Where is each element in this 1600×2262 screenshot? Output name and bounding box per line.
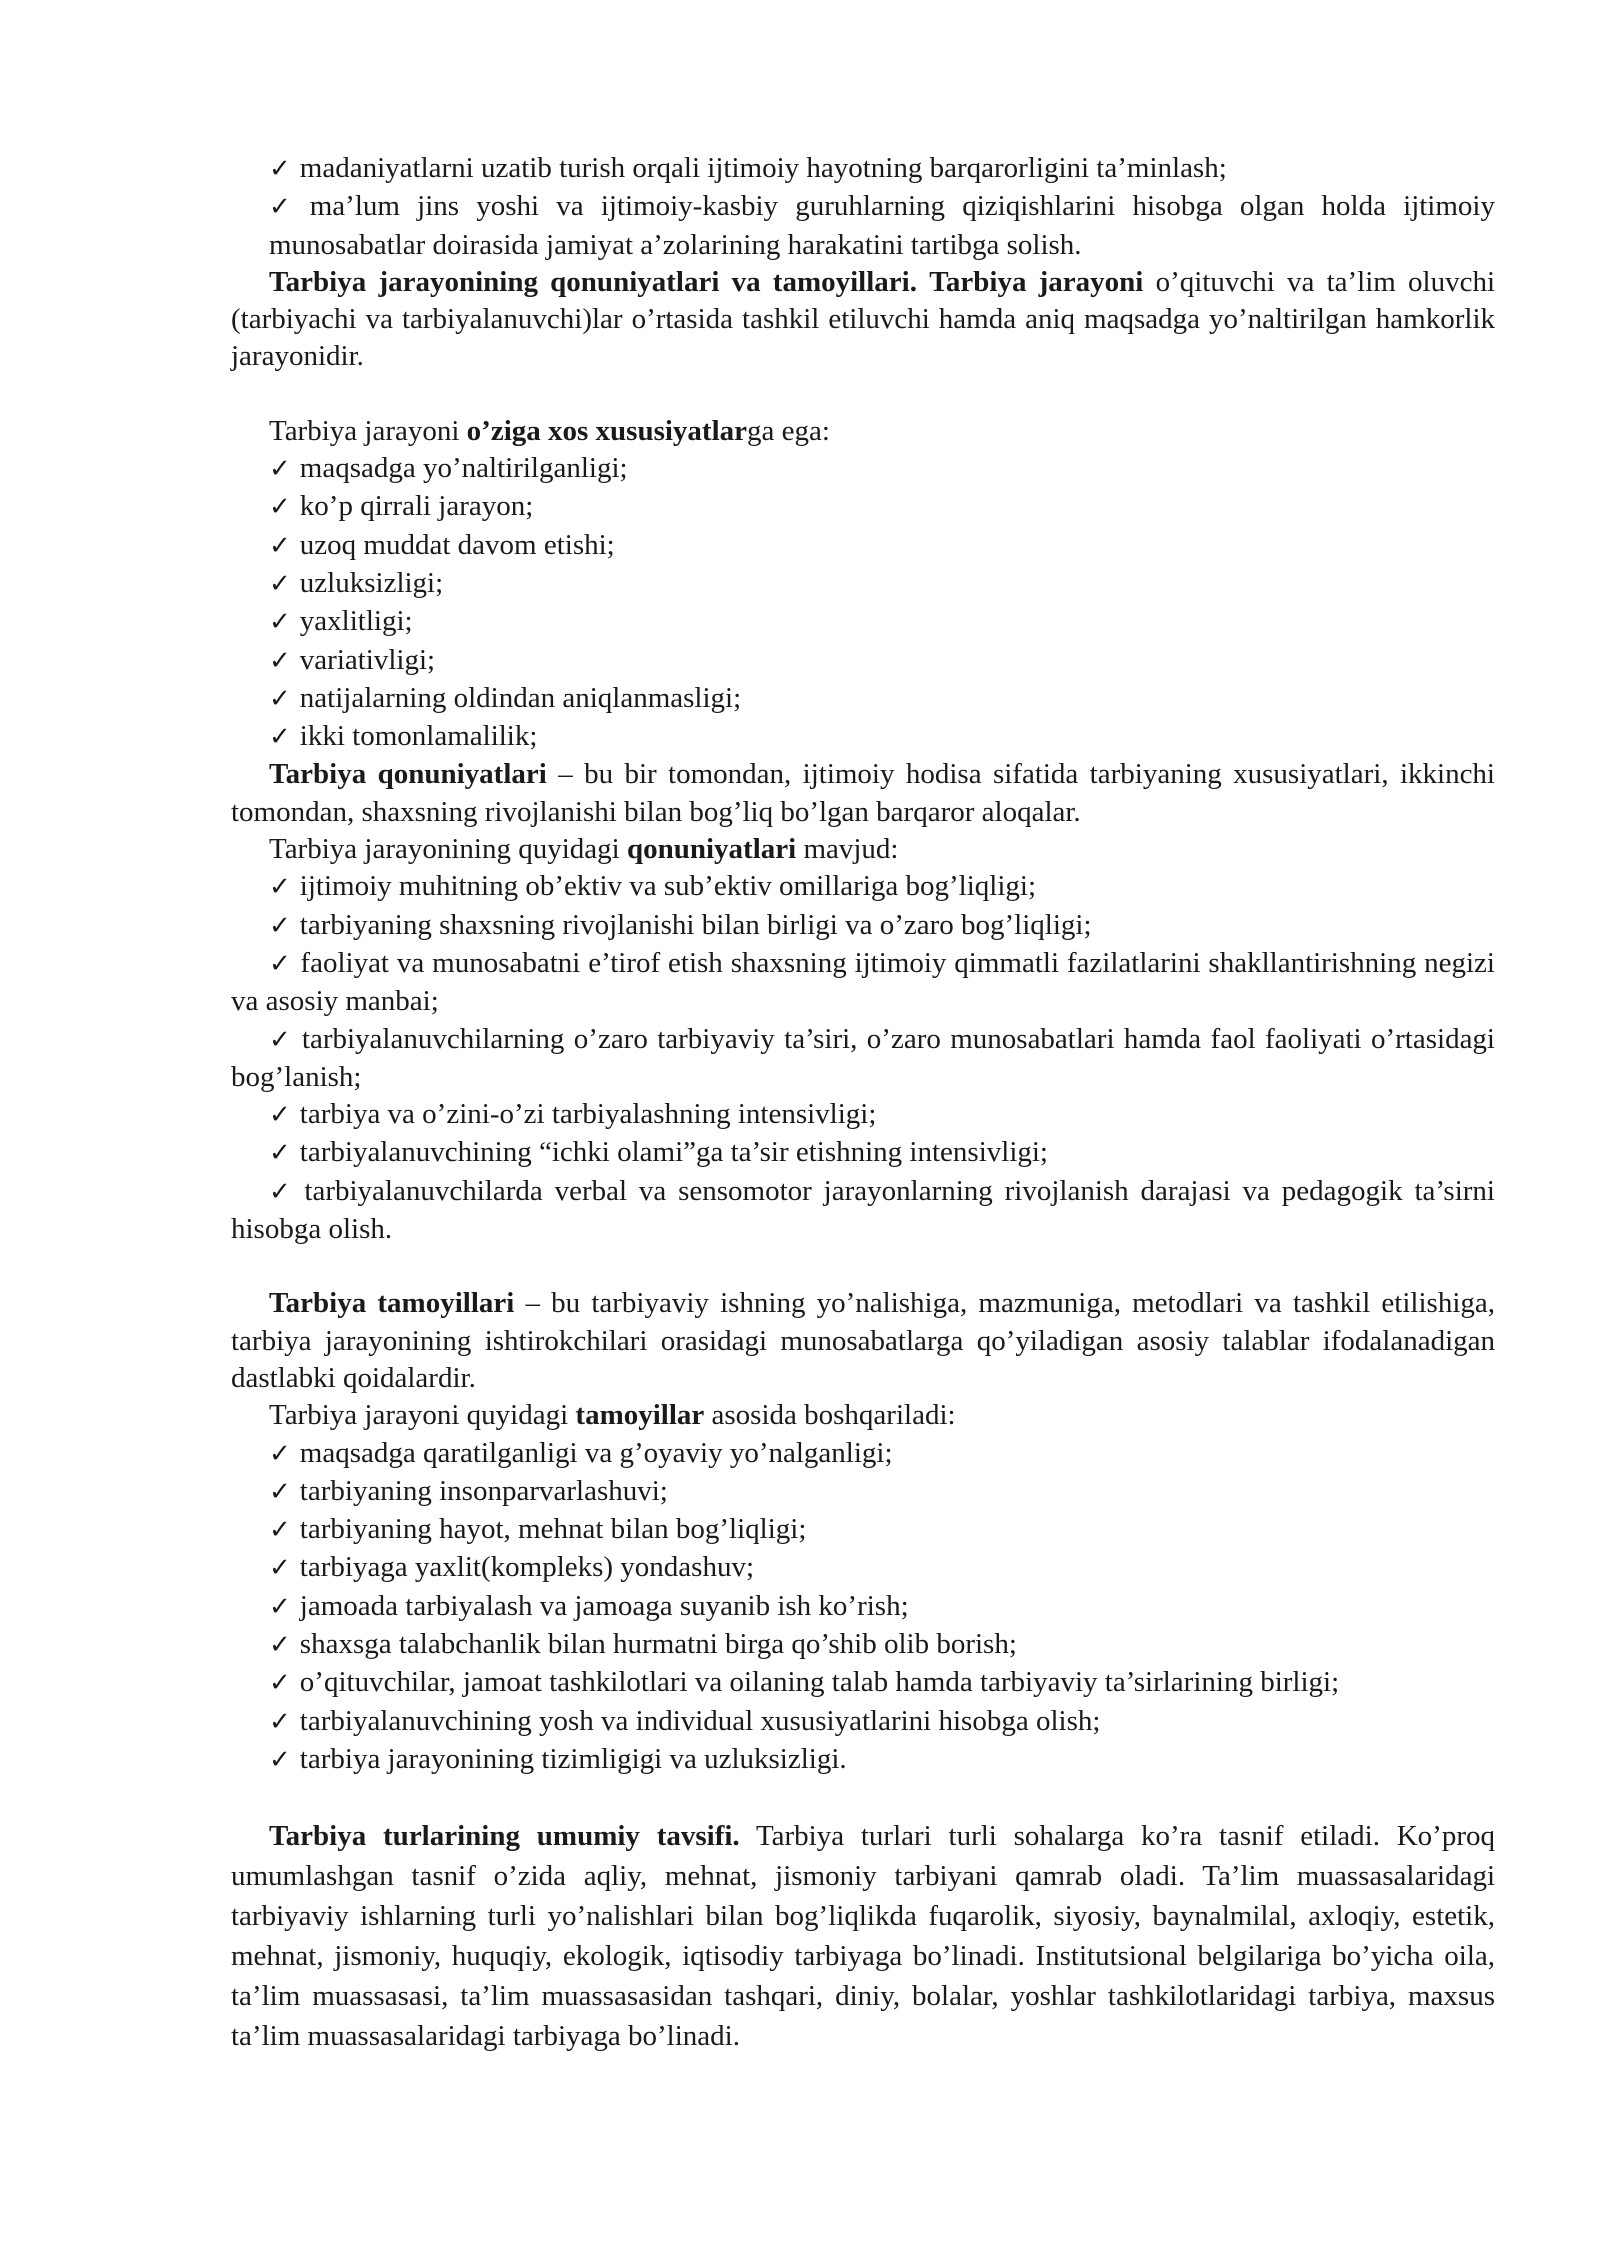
principles-definition: Tarbiya tamoyillari – bu tarbiyaviy ishning yo’nalishiga, mazmuniga, metodlari va tashkil etilishiga, tarbiya jarayonining ishtirokchilari orasidagi munosabatlarga qo’yiladigan asosiy talablar ifodalanadigan dastlabki qoidalardir. [231, 1287, 1495, 1394]
term: Tarbiya tamoyillari [269, 1287, 515, 1320]
list-item: ✓ faoliyat va munosabatni e’tirof etish shaxsning ijtimoiy qimmatli fazilatlarini shakllantirishning negizi va asosiy manbai; [231, 946, 1495, 1018]
list-item: ✓ tarbiyalanuvchining “ichki olami”ga ta’sir etishning intensivligi; [269, 1136, 1048, 1169]
laws-definition: Tarbiya qonuniyatlari – bu bir tomondan, ijtimoiy hodisa sifatida tarbiyaning xususiyatlari, ikkinchi tomondan, shaxsning rivojlanishi bilan bog’liq bo’lgan barqaror aloqalar. [231, 758, 1495, 828]
checkmark-icon: ✓ [269, 568, 291, 599]
list-item: ✓ tarbiyaning shaxsning rivojlanishi bilan birligi va o’zaro bog’liqligi; [269, 908, 1092, 941]
checkmark-icon: ✓ [269, 192, 301, 223]
list-item: ✓ o’qituvchilar, jamoat tashkilotlari va oilaning talab hamda tarbiyaviy ta’sirlarining birligi; [269, 1666, 1340, 1699]
checkmark-icon: ✓ [269, 1438, 291, 1469]
checkmark-icon: ✓ [269, 1744, 291, 1775]
list-item: ✓ uzoq muddat davom etishi; [269, 528, 615, 561]
list-item: ✓ maqsadga yo’naltirilganligi; [269, 452, 628, 485]
list-item: ✓ ikki tomonlamalilik; [269, 720, 538, 753]
list-item: ✓ tarbiyalanuvchilarda verbal va sensomotor jarayonlarning rivojlanish darajasi va pedagogik ta’sirni hisobga olish. [231, 1174, 1495, 1246]
list-item: ✓ variativligi; [269, 643, 436, 676]
list-item: ✓ natijalarning oldindan aniqlanmasligi; [269, 681, 742, 714]
checkmark-icon: ✓ [269, 1176, 296, 1207]
list-item: ✓ ko’p qirrali jarayon; [269, 490, 534, 523]
types-paragraph: Tarbiya turlarining umumiy tavsifi. Tarbiya turlari turli sohalarga ko’ra tasnif etiladi. Ko’proq umumlashgan tasnif o’zida aqliy, mehnat, jismoniy tarbiyani qamrab oladi. Ta’lim muassasalaridagi tarbiyaviy ishlarning turli yo’nalishlari bilan bog’liqlikda fuqarolik, siyosiy, baynalmilal, axloqiy, estetik, mehnat, jismoniy, huquqiy, ekologik, iqtisodiy tarbiyaga bo’linadi. Institutsional belgilariga bo’yicha oila, ta’lim muassasasi, ta’lim muassasasidan tashqari, diniy, bolalar, yoshlar tashkilotlaridagi tarbiya, maxsus ta’lim muassasalaridagi tarbiyaga bo’linadi. [231, 1820, 1495, 2053]
checkmark-icon: ✓ [269, 1515, 291, 1546]
list-item: ✓ tarbiya jarayonining tizimligigi va uzluksizligi. [269, 1742, 847, 1775]
list-item: ✓ tarbiyalanuvchining yosh va individual xususiyatlarini hisobga olish; [269, 1704, 1101, 1737]
checkmark-icon: ✓ [269, 1138, 291, 1169]
list-item: ✓ maqsadga qaratilganligi va g’oyaviy yo’nalganligi; [269, 1436, 893, 1469]
checkmark-icon: ✓ [269, 872, 291, 903]
checkmark-icon: ✓ [269, 154, 291, 184]
list-item: ✓ tarbiyaga yaxlit(kompleks) yondashuv; [269, 1551, 755, 1584]
checkmark-icon: ✓ [269, 607, 291, 638]
term: Tarbiya jarayoni [929, 265, 1144, 298]
section-heading: Tarbiya turlarining umumiy tavsifi. [269, 1820, 740, 1853]
list-item: ✓ shaxsga talabchanlik bilan hurmatni birga qo’shib olib borish; [269, 1627, 1017, 1660]
laws-lead: Tarbiya jarayonining quyidagi qonuniyatlari mavjud: [269, 833, 899, 866]
document-page [231, 150, 1495, 2056]
principles-lead: Tarbiya jarayoni quyidagi tamoyillar asosida boshqariladi: [269, 1399, 956, 1432]
list-item: ✓ yaxlitligi; [269, 605, 413, 638]
term: Tarbiya qonuniyatlari [269, 758, 547, 791]
features-lead: Tarbiya jarayoni o’ziga xos xususiyatlarga ega: [269, 414, 830, 447]
checkmark-icon: ✓ [269, 1591, 291, 1622]
list-item: ✓ tarbiyalanuvchilarning o’zaro tarbiyaviy ta’siri, o’zaro munosabatlari hamda faol faoliyati o’rtasidagi bog’lanish; [231, 1022, 1495, 1093]
section-heading: Tarbiya jarayonining qonuniyatlari va tamoyillari. [269, 265, 917, 298]
list-item: ✓ jamoada tarbiyalash va jamoaga suyanib ish ko’rish; [269, 1589, 909, 1622]
list-item: ✓ tarbiya va o’zini-o’zi tarbiyalashning intensivligi; [269, 1098, 877, 1131]
checkmark-icon: ✓ [269, 530, 291, 561]
list-item: ✓ madaniyatlarni uzatib turish orqali ijtimoiy hayotning barqarorligini ta’minlash; [269, 152, 1227, 184]
checkmark-icon: ✓ [269, 683, 291, 714]
checkmark-icon: ✓ [269, 645, 291, 676]
list-item: ✓ tarbiyaning insonparvarlashuvi; [269, 1474, 668, 1507]
list-item: ✓ tarbiyaning hayot, mehnat bilan bog’liqligi; [269, 1513, 807, 1546]
checkmark-icon: ✓ [269, 1629, 291, 1660]
checkmark-icon: ✓ [269, 1476, 291, 1507]
checkmark-icon: ✓ [269, 454, 291, 485]
intro-paragraph: Tarbiya jarayonining qonuniyatlari va tamoyillari. Tarbiya jarayoni o’qituvchi va ta’lim oluvchi (tarbiyachi va tarbiyalanuvchi)lar o’rtasida tashkil etiluvchi hamda aniq maqsadga yo’naltirilgan hamkorlik jarayonidir. [231, 265, 1496, 373]
checkmark-icon: ✓ [269, 1706, 291, 1737]
list-item: ✓ uzluksizligi; [269, 566, 444, 599]
checkmark-icon: ✓ [269, 722, 291, 753]
list-item: ✓ ijtimoiy muhitning ob’ektiv va sub’ektiv omillariga bog’liqligi; [269, 870, 1036, 903]
checkmark-icon: ✓ [269, 1100, 291, 1131]
checkmark-icon: ✓ [269, 492, 291, 523]
list-item: ✓ ma’lum jins yoshi va ijtimoiy-kasbiy guruhlarning qiziqishlarini hisobga olgan holda ijtimoiy munosabatlar doirasida jamiyat a’zolarining harakatini tartibga solish. [269, 190, 1495, 261]
checkmark-icon: ✓ [269, 1668, 291, 1699]
checkmark-icon: ✓ [269, 948, 292, 979]
checkmark-icon: ✓ [269, 910, 291, 941]
checkmark-icon: ✓ [269, 1024, 293, 1055]
checkmark-icon: ✓ [269, 1553, 291, 1584]
